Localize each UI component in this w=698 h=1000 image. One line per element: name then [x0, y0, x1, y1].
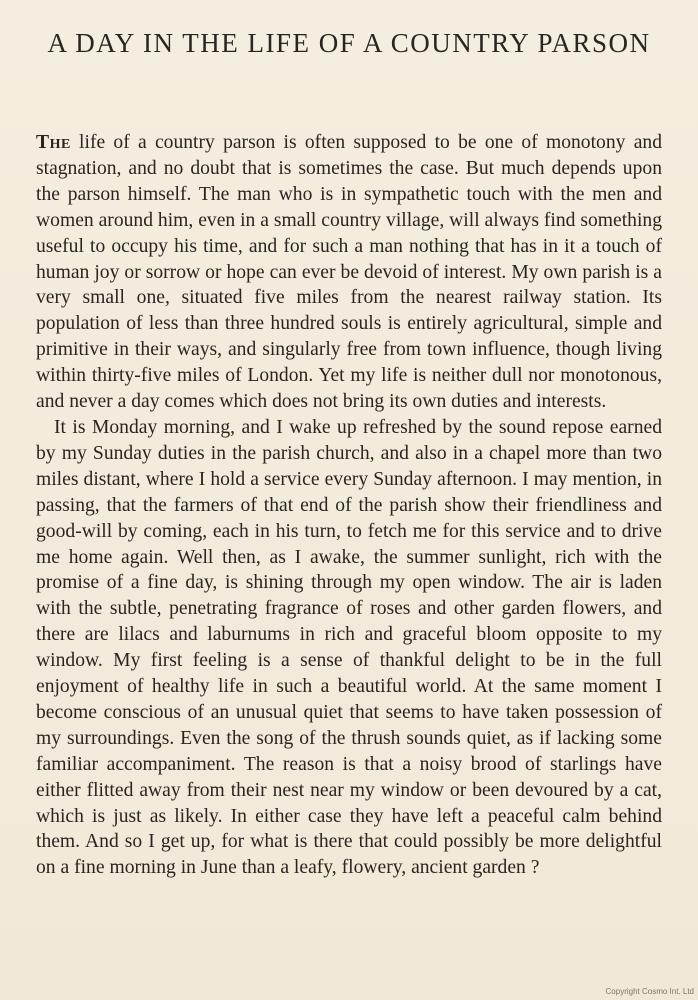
copyright-watermark: Copyright Cosmo Int. Ltd [605, 987, 694, 996]
paragraph-1 [36, 130, 662, 415]
article-body [36, 130, 662, 881]
paragraph-2: It is Monday morning, and I wake up refreshed by the sound repose earned by my Sunday duties in the parish church, and also in a chapel more than two miles distant, where I hold a service every Sunday afternoon. I may mention, in passing, that the farmers of that end of the parish show their friendliness and good-will by coming, each in his turn, to fetch me for this service and to drive me home again. Well then, as I awake, the summer sunlight, rich with the promise of a fine day, is shining through my open window. The air is laden with the subtle, penetrating fragrance of roses and other garden flowers, and there are lilacs and laburnums in rich and graceful bloom opposite to my window. My first feeling is a sense of thankful delight to be in the full enjoyment of healthy life in such a beautiful world. At the same moment I become conscious of an unusual quiet that seems to have taken possession of my surroundings. Even the song of the thrush sounds quiet, as if lacking some familiar accompaniment. The reason is that a noisy brood of starlings have either flitted away from their nest near my window or been devoured by a cat, which is just as likely. In either case they have left a peaceful calm behind them. And so I get up, for what is there that could possibly be more delightful on a fine morning in June than a leafy, flowery, ancient garden ? [36, 416, 662, 879]
paragraph-1-text: life of a country parson is often supposed to be one of monotony and stagnation, and no doubt that is sometimes the case. But much depends upon the parson himself. The man who is in sympathetic touch with the men and women around him, even in a small country village, will always find something useful to occupy his time, and for such a man nothing that has in it a touch of human joy or sorrow or hope can ever be devoid of interest. My own parish is a very small one, situated five miles from the nearest railway station. Its population of less than three hundred souls is entirely agricultural, simple and primitive in their ways, and singularly free from town influence, though living within thirty-five miles of London. Yet my life is neither dull nor monotonous, and never a day comes which does not bring its own duties and interests. [36, 132, 662, 413]
first-word: The [36, 132, 71, 153]
article-title: A DAY IN THE LIFE OF A COUNTRY PARSON [47, 28, 651, 58]
